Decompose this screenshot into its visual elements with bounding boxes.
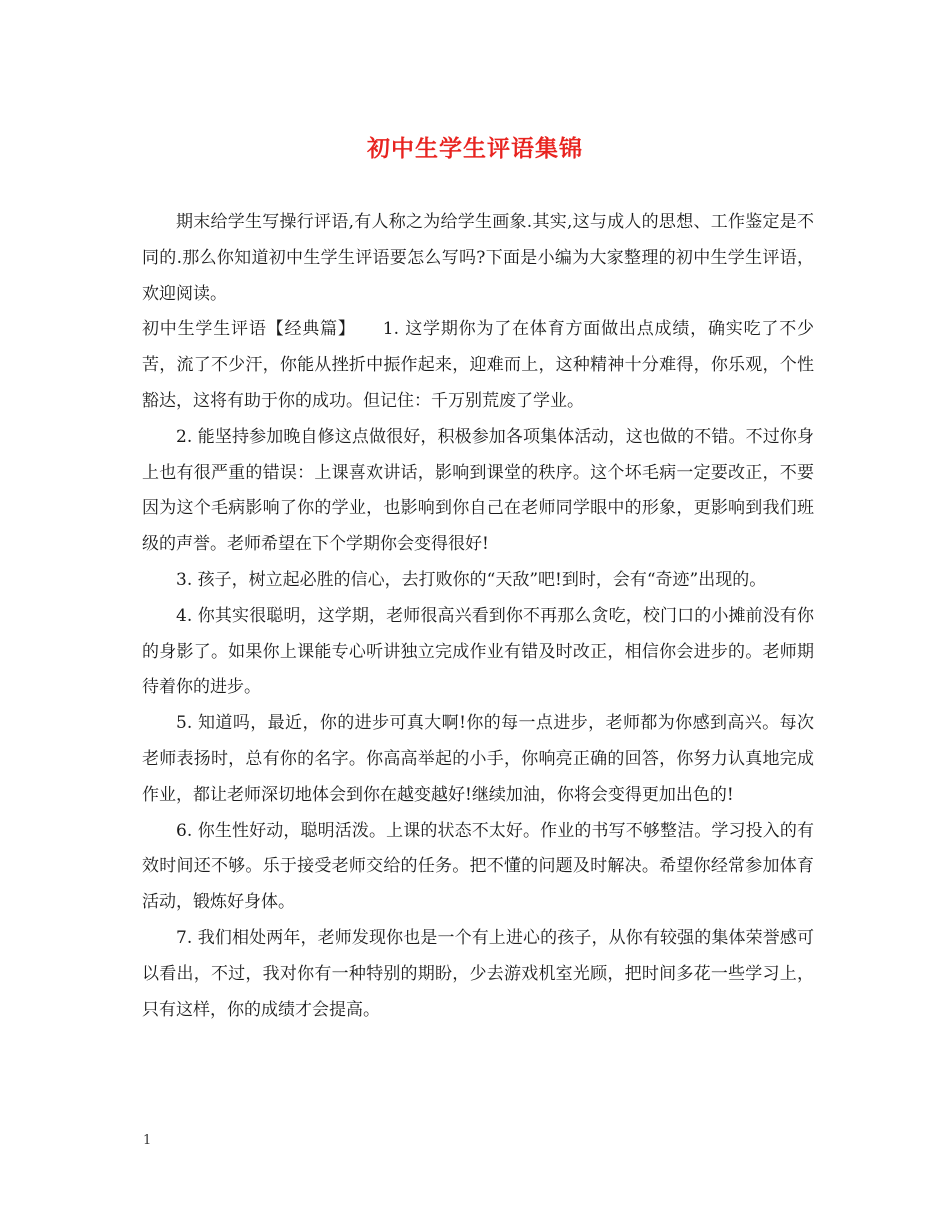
comment-paragraph-2: 2. 能坚持参加晚自修这点做很好，积极参加各项集体活动，这也做的不错。不过你身上也有很严重的错误：上课喜欢讲话，影响到课堂的秩序。这个坏毛病一定要改正，不要因为这个毛病影响了你的学业，也影响到你自己在老师同学眼中的形象，更影响到我们班级的声誉。老师希望在下个学期你会变得很好!: [142, 426, 814, 555]
comment-paragraph-5: 5. 知道吗，最近，你的进步可真大啊!你的每一点进步，老师都为你感到高兴。每次老师表扬时，总有你的名字。你高高举起的小手，你响亮正确的回答，你努力认真地完成作业，都让老师深切地体会到你在越变越好!继续加油，你将会变得更加出色的!: [142, 713, 814, 805]
comment-paragraph-6: 6. 你生性好动，聪明活泼。上课的状态不太好。作业的书写不够整洁。学习投入的有效时间还不够。乐于接受老师交给的任务。把不懂的问题及时解决。希望你经常参加体育活动，锻炼好身体。: [142, 820, 814, 913]
intro-paragraph: 期末给学生写操行评语,有人称之为给学生画象.其实,这与成人的思想、工作鉴定是不同的.那么你知道初中生学生评语要怎么写吗?下面是小编为大家整理的初中生学生评语，欢迎阅读。: [142, 212, 814, 304]
comment-paragraph-7: 7. 我们相处两年，老师发现你也是一个有上进心的孩子，从你有较强的集体荣誉感可以看出，不过，我对你有一种特别的期盼，少去游戏机室光顾，把时间多花一些学习上，只有这样，你的成绩才会提高。: [142, 927, 814, 1020]
section-heading-paragraph: 初中生学生评语【经典篇】 1. 这学期你为了在体育方面做出点成绩，确实吃了不少苦，流了不少汗，你能从挫折中振作起来，迎难而上，这种精神十分难得，你乐观，个性豁达，这将有助于你的成功。但记住：千万别荒废了学业。: [142, 319, 814, 411]
page-number: 1: [143, 1133, 152, 1148]
comment-paragraph-4: 4. 你其实很聪明，这学期，老师很高兴看到你不再那么贪吃，校门口的小摊前没有你的身影了。如果你上课能专心听讲独立完成作业有错及时改正，相信你会进步的。老师期待着你的进步。: [142, 605, 814, 698]
page-title: 初中生学生评语集锦: [367, 135, 583, 162]
document-body: [142, 205, 814, 1028]
comment-paragraph-3: 3. 孩子，树立起必胜的信心，去打败你的“天敌”吧!到时，会有“奇迹”出现的。: [176, 569, 767, 590]
